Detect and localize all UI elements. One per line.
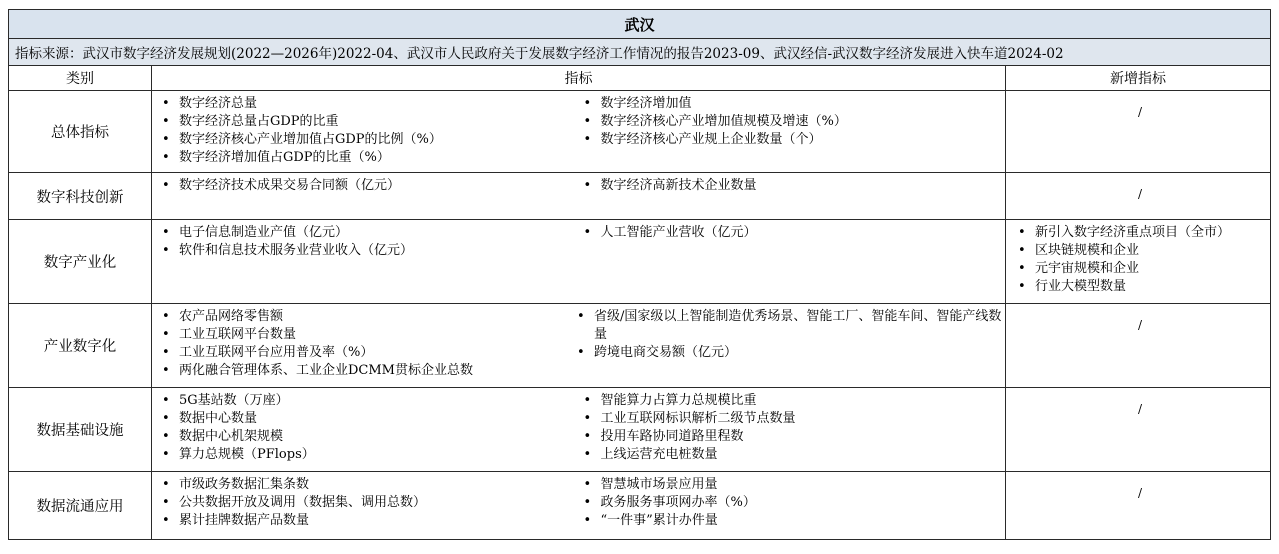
indicator-column-right (580, 476, 1002, 530)
header-row (9, 66, 1271, 91)
indicator-item: • 数字经济核心产业规上企业数量（个） (580, 131, 1002, 149)
indicator-item: • 智慧城市场景应用量 (580, 476, 1002, 494)
indicator-item: • 政务服务事项网办率（%） (580, 494, 1002, 512)
indicator-column-right (580, 95, 1002, 167)
indicator-item: • 农产品网络零售额 (158, 308, 573, 326)
indicator-item: • 数据中心机架规模 (158, 428, 580, 446)
indicator-table (8, 9, 1271, 540)
indicator-item: • 工业互联网标识解析二级节点数量 (580, 410, 1002, 428)
table-row (9, 304, 1271, 388)
indicator-item: • 数字经济总量 (158, 95, 580, 113)
indicator-item: • “一件事”累计办件量 (580, 512, 1002, 530)
category-cell: 数字科技创新 (9, 173, 152, 220)
new-indicators-cell (1006, 388, 1271, 472)
category-cell: 数据基础设施 (9, 388, 152, 472)
new-indicators-cell (1006, 220, 1271, 304)
indicator-list (573, 308, 1001, 362)
empty-placeholder: / (1137, 105, 1143, 119)
new-indicator-item: • 新引入数字经济重点项目（全市） (1014, 224, 1266, 242)
new-indicators-cell (1006, 91, 1271, 173)
new-indicators-cell (1006, 304, 1271, 388)
category-cell: 产业数字化 (9, 304, 152, 388)
indicators-cell (152, 304, 1006, 388)
category-cell: 数据流通应用 (9, 472, 152, 540)
header-category: 类别 (9, 66, 152, 91)
indicator-column-right (573, 308, 1001, 380)
indicators-cell (152, 388, 1006, 472)
category-cell: 总体指标 (9, 91, 152, 173)
indicator-item: • 智能算力占算力总规模比重 (580, 392, 1002, 410)
indicator-column-left (158, 392, 580, 464)
indicators-cell (152, 91, 1006, 173)
table-row (9, 388, 1271, 472)
indicator-list (580, 392, 1002, 464)
indicator-item: • 电子信息制造业产值（亿元） (158, 224, 580, 242)
indicator-column-left (158, 95, 580, 167)
table-row (9, 220, 1271, 304)
indicator-item: • 数据中心数量 (158, 410, 580, 428)
indicator-list (158, 177, 580, 195)
table-row (9, 173, 1271, 220)
indicator-list (158, 392, 580, 464)
indicator-column-left (158, 476, 580, 530)
indicator-item: • 工业互联网平台数量 (158, 326, 573, 344)
header-new-indicators: 新增指标 (1006, 66, 1271, 91)
indicator-list (158, 308, 573, 380)
indicator-table-container (8, 9, 1270, 540)
indicator-item: • 工业互联网平台应用普及率（%） (158, 344, 573, 362)
new-indicators-cell (1006, 472, 1271, 540)
indicator-list (158, 224, 580, 260)
indicator-item: • 数字经济总量占GDP的比重 (158, 113, 580, 131)
empty-placeholder: / (1137, 318, 1143, 332)
new-indicator-item: • 元宇宙规模和企业 (1014, 260, 1266, 278)
indicator-item: • 上线运营充电桩数量 (580, 446, 1002, 464)
indicator-list (158, 95, 580, 167)
empty-placeholder: / (1137, 402, 1143, 416)
new-indicator-item: • 行业大模型数量 (1014, 278, 1266, 296)
indicator-item: • 5G基站数（万座） (158, 392, 580, 410)
indicator-column-right (580, 177, 1002, 195)
indicator-item: • 公共数据开放及调用（数据集、调用总数） (158, 494, 580, 512)
indicator-item: • 数字经济核心产业增加值占GDP的比例（%） (158, 131, 580, 149)
indicator-list (580, 95, 1002, 149)
indicator-list (580, 476, 1002, 530)
indicator-column-left (158, 177, 580, 195)
table-row (9, 91, 1271, 173)
new-indicators-cell (1006, 173, 1271, 220)
indicator-column-left (158, 308, 573, 380)
indicator-item: • 数字经济增加值占GDP的比重（%） (158, 149, 580, 167)
source-row (9, 39, 1271, 66)
indicators-cell (152, 472, 1006, 540)
table-row (9, 472, 1271, 540)
table-body (9, 91, 1271, 540)
indicator-item: • 人工智能产业营收（亿元） (580, 224, 1002, 242)
title-row (9, 10, 1271, 39)
indicator-item: • 累计挂牌数据产品数量 (158, 512, 580, 530)
indicator-item: • 算力总规模（PFlops） (158, 446, 580, 464)
indicator-item: • 软件和信息技术服务业营业收入（亿元） (158, 242, 580, 260)
indicators-cell (152, 220, 1006, 304)
source-note: 指标来源：武汉市数字经济发展规划(2022—2026年)2022-04、武汉市人民政府关于发展数字经济工作情况的报告2023-09、武汉经信-武汉数字经济发展进入快车道2024-02 (9, 39, 1271, 66)
header-indicators: 指标 (152, 66, 1006, 91)
table-title: 武汉 (9, 10, 1271, 39)
indicator-column-right (580, 392, 1002, 464)
indicator-column-left (158, 224, 580, 260)
new-indicator-item: • 区块链规模和企业 (1014, 242, 1266, 260)
category-cell: 数字产业化 (9, 220, 152, 304)
indicator-item: • 数字经济高新技术企业数量 (580, 177, 1002, 195)
indicator-item: • 市级政务数据汇集条数 (158, 476, 580, 494)
indicators-cell (152, 173, 1006, 220)
indicator-list (580, 177, 1002, 195)
indicator-item: • 数字经济技术成果交易合同额（亿元） (158, 177, 580, 195)
new-indicator-list (1014, 224, 1266, 296)
indicator-list (158, 476, 580, 530)
indicator-item: • 投用车路协同道路里程数 (580, 428, 1002, 446)
indicator-item: • 跨境电商交易额（亿元） (573, 344, 1001, 362)
indicator-column-right (580, 224, 1002, 260)
indicator-item: • 数字经济增加值 (580, 95, 1002, 113)
empty-placeholder: / (1137, 187, 1143, 201)
empty-placeholder: / (1137, 486, 1143, 500)
indicator-item: • 省级/国家级以上智能制造优秀场景、智能工厂、智能车间、智能产线数量 (573, 308, 1004, 344)
indicator-item: • 两化融合管理体系、工业企业DCMM贯标企业总数 (158, 362, 573, 380)
indicator-list (580, 224, 1002, 242)
indicator-item: • 数字经济核心产业增加值规模及增速（%） (580, 113, 1002, 131)
